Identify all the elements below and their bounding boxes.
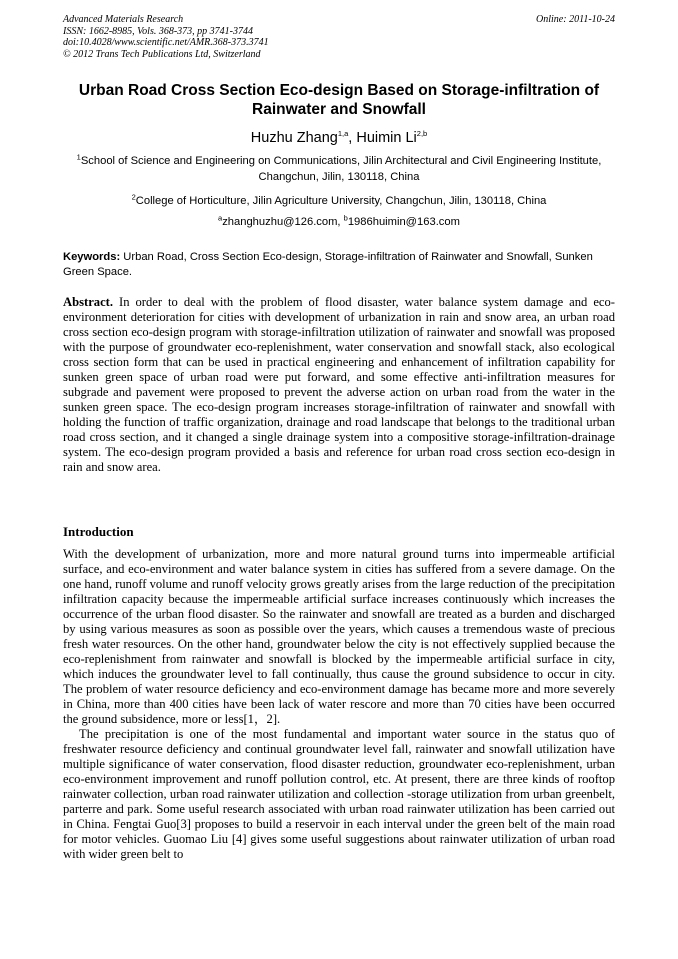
affiliation-superscript: 2 bbox=[131, 192, 136, 202]
keywords-block bbox=[63, 250, 615, 279]
keywords-label: Keywords: bbox=[63, 251, 121, 263]
email-superscript: b bbox=[343, 213, 348, 223]
author-superscript: 2,b bbox=[416, 129, 428, 139]
affiliation-text: School of Science and Engineering on Communications, Jilin Architectural and Civil Engineering Institute, Changchun, Jilin, 130118, China bbox=[80, 155, 602, 183]
section-heading: Introduction bbox=[63, 524, 134, 539]
author-separator: , bbox=[348, 130, 357, 146]
affiliation-text: College of Horticulture, Jilin Agriculture University, Changchun, Jilin, 130118, China bbox=[135, 195, 547, 207]
author-superscript: 1,a bbox=[337, 129, 349, 139]
paragraph: The precipitation is one of the most fundamental and important water source in the status quo of freshwater resource deficiency and continual groundwater level fall, rainwater and snowfall utilization have multiple significance of water conservation, flood disaster reduction, groundwater eco-replenishment, urban eco-environment improvement and runoff pollution control, etc. At present, there are three kinds of rooftop rainwater collection, urban road rainwater utilization and collection -storage utilization from urban greenbelt, parterre and park. Some useful research associated with urban road rainwater utilization has been carried out in China. Fengtai Guo[3] proposes to build a reservoir in each interval under the green belt of the main road for motor vehicles. Guomao Liu [4] gives some useful suggestions about rainwater utilization of urban road with wider green belt to bbox=[63, 727, 615, 861]
online-date: Online: 2011-10-24 bbox=[536, 14, 615, 25]
author-name: Huimin Li bbox=[356, 130, 417, 146]
email-address: 1986huimin@163.com bbox=[347, 216, 460, 228]
abstract-label: Abstract. bbox=[63, 295, 114, 309]
author-name: Huzhu Zhang bbox=[250, 130, 338, 146]
affiliation-1 bbox=[63, 153, 615, 185]
journal-name: Advanced Materials Research bbox=[63, 14, 184, 25]
introduction-body bbox=[63, 547, 615, 862]
email-line bbox=[63, 214, 615, 230]
email-superscript: a bbox=[218, 213, 223, 223]
author-line bbox=[63, 129, 615, 147]
keywords-text: Urban Road, Cross Section Eco-design, Storage-infiltration of Rainwater and Snowfall, Sunken Green Space. bbox=[63, 251, 593, 278]
issn-line: ISSN: 1662-8985, Vols. 368-373, pp 3741-3744 bbox=[63, 25, 253, 37]
affiliation-superscript: 1 bbox=[76, 152, 81, 162]
email-address: zhanghuzhu@126.com, bbox=[222, 216, 344, 228]
abstract-text: In order to deal with the problem of flood disaster, water balance system damage and eco-environment deterioration for cities with development of urbanization in rain and snow area, an urban road cross section eco-design program with storage-infiltration utilization of rainwater and snowfall was proposed with the purpose of groundwater eco-replenishment, water conservation and snowfall stack, also ecological cross section form that can be used in practical engineering and enhancement of infiltration capability for sunken green space of urban road were put forward, and some effective anti-infiltration measures for subgrade and pavement were proposed to prevent the adverse action on urban road from the water in the sunken green space. The eco-design program increases storage-infiltration of rainwater and snowfall with holding the function of traffic organization, drainage and road landscape that belongs to the traditional urban road cross section, and it changed a single drainage system into a compositive storage-infiltration-drainage system. The eco-design program provided a basis and reference for urban road cross section eco-design in rain and snow area. bbox=[63, 295, 615, 474]
abstract-block bbox=[63, 295, 615, 475]
affiliation-2 bbox=[63, 193, 615, 209]
paragraph: With the development of urbanization, more and more natural ground turns into impermeable artificial surface, and eco-environment and water balance system in cities has suffered from a severe damage. On the one hand, runoff volume and runoff velocity grows greatly arises from the large reduction of the precipitation infiltration capacity because the impermeable artificial surface increases continuously which increases the occurrence of the urban flood disaster. So the rainwater and snowfall are treated as a burden and discharged by using various measures as soon as possible over the years, which causes a tremendous waste of precious fresh water resources. On the other hand, groundwater below the city is not effectively supplied because the eco-replenishment from rainwater and snowfall is blocked by the impermeable artificial surface in city, which induces the groundwater level to fall continually, thus cause the ground subsidence to occur in city. The problem of water resource deficiency and eco-environment damage has became more and more severely in China, more than 400 cities have been lack of water rescore and more than 70 cities have been occurred the ground subsidence, more or less[1，2]. bbox=[63, 547, 615, 726]
doi-line: doi:10.4028/www.scientific.net/AMR.368-373.3741 bbox=[63, 37, 269, 48]
copyright-line: © 2012 Trans Tech Publications Ltd, Switzerland bbox=[63, 48, 261, 60]
journal-header bbox=[63, 14, 269, 60]
paper-title: Urban Road Cross Section Eco-design Based on Storage-infiltration of Rainwater and Snowfall bbox=[78, 82, 600, 118]
